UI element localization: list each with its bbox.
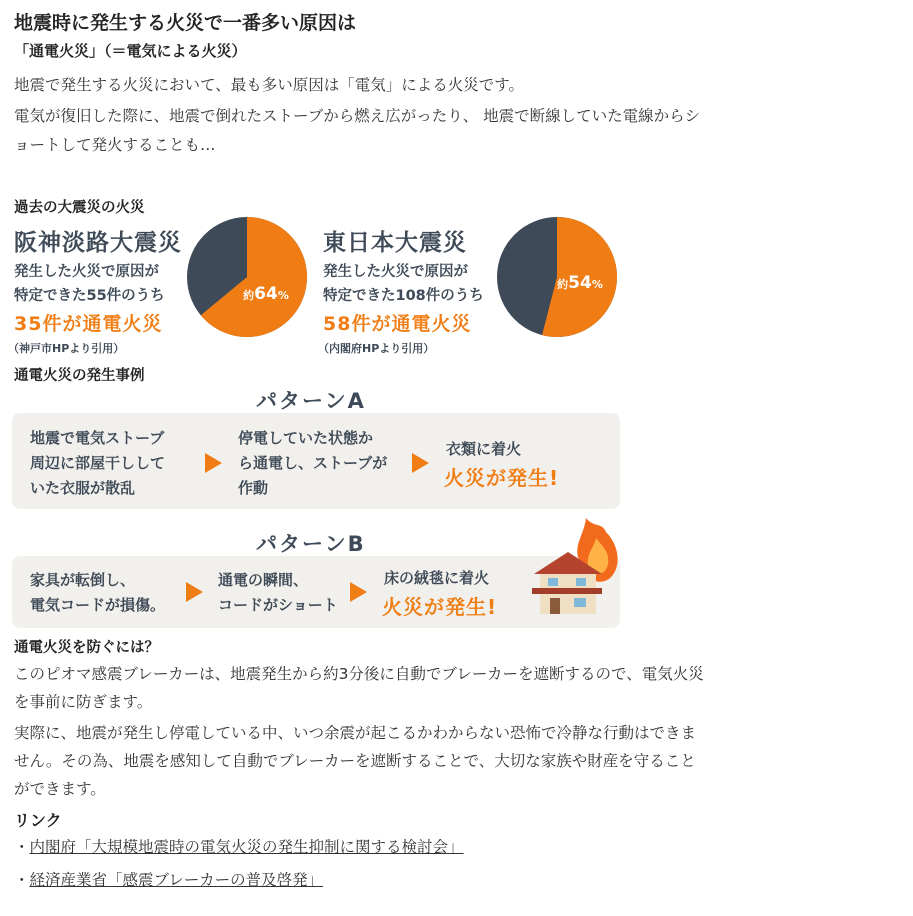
prevent-paragraph-2-line-2: せん。その為、地震を感知して自動でブレーカーを遮断することで、大切な家族や財産を守ること [14, 752, 696, 770]
quake-desc-line-1: 発生した火災で原因が [323, 264, 468, 280]
quake-count: 35件が通電火災 [14, 313, 163, 335]
quake-source: （神戸市HPより引用） [8, 342, 125, 355]
prevent-paragraph-2-line-1: 実際に、地震が発生し停電している中、いつ余震が起こるかわからない恐怖で冷静な行動はできま [14, 724, 697, 742]
bullet: ・ [14, 871, 30, 889]
link-cabinet-office[interactable]: 内閣府「大規模地震時の電気火災の発生抑制に関する検討会」 [29, 838, 464, 856]
prevent-paragraph-2-line-3: ができます。 [14, 780, 106, 798]
quake-count: 58件が通電火災 [323, 313, 472, 335]
cases-heading: 通電火災の発生事例 [14, 368, 145, 384]
link-meti[interactable]: 経済産業省「感震ブレーカーの普及啓発」 [29, 871, 324, 889]
prevent-heading: 通電火災を防ぐには？ [14, 640, 159, 656]
intro-paragraph-2-line-2: ョートして発火することも… [14, 136, 216, 154]
link-item [14, 832, 844, 862]
quake-desc-line-2: 特定できた55件のうち [14, 288, 165, 304]
bullet: ・ [14, 838, 30, 856]
pattern-a-step-3: 衣類に着火 [446, 440, 522, 458]
pattern-b-step-1: 家具が転倒し、 電気コードが損傷。 [30, 571, 166, 614]
prevent-paragraph-1-line-1: このピオマ感震ブレーカーは、地震発生から約3分後に自動でブレーカーを遮断するので、電気火災 [14, 665, 704, 683]
quake-source: （内閣府HPより引用） [318, 342, 435, 355]
pattern-a-result: 火災が発生! [444, 466, 560, 490]
pattern-a-step-1: 地震で電気ストーブ 周辺に部屋干しして いた衣服が散乱 [30, 429, 166, 497]
link-item [14, 865, 844, 895]
pattern-b-title: パターンB [256, 532, 366, 556]
quake-desc-line-1: 発生した火災で原因が [14, 264, 159, 280]
pie-chart-hanshin [186, 216, 308, 338]
pattern-b-step-3: 床の絨毯に着火 [384, 569, 490, 587]
pattern-b-step-2: 通電の瞬間、 コードがショート [218, 571, 338, 614]
pie-chart-higashinihon [496, 216, 618, 338]
pattern-a-step-2: 停電していた状態か ら通電し、ストーブが 作動 [238, 429, 388, 497]
page-title: 地震時に発生する火災で一番多い原因は [14, 12, 357, 34]
arrow-right-icon [186, 582, 203, 602]
links-heading: リンク [14, 811, 62, 830]
intro-paragraph-1: 地震で発生する火災において、最も多い原因は「電気」による火災です。 [14, 76, 524, 94]
pattern-b-result: 火災が発生! [382, 595, 498, 619]
prevent-paragraph-1-line-2: を事前に防ぎます。 [14, 693, 153, 711]
arrow-right-icon [412, 453, 429, 473]
quake-name: 東日本大震災 [323, 230, 467, 256]
pattern-a-title: パターンA [256, 389, 366, 413]
past-quakes-heading: 過去の大震災の火災 [14, 200, 145, 216]
quake-desc-line-2: 特定できた108件のうち [323, 288, 484, 304]
arrow-right-icon [205, 453, 222, 473]
intro-paragraph-2-line-1: 電気が復旧した際に、地震で倒れたストーブから燃え広がったり、 地震で断線していた電線からシ [14, 107, 701, 125]
arrow-right-icon [350, 582, 367, 602]
page-subtitle: 「通電火災」（＝電気による火災） [14, 42, 247, 60]
pie-label-hanshin: 約64% [243, 284, 289, 304]
quake-name: 阪神淡路大震災 [14, 230, 182, 256]
pie-label-higashinihon: 約54% [557, 273, 603, 293]
burning-house-icon [528, 514, 624, 620]
